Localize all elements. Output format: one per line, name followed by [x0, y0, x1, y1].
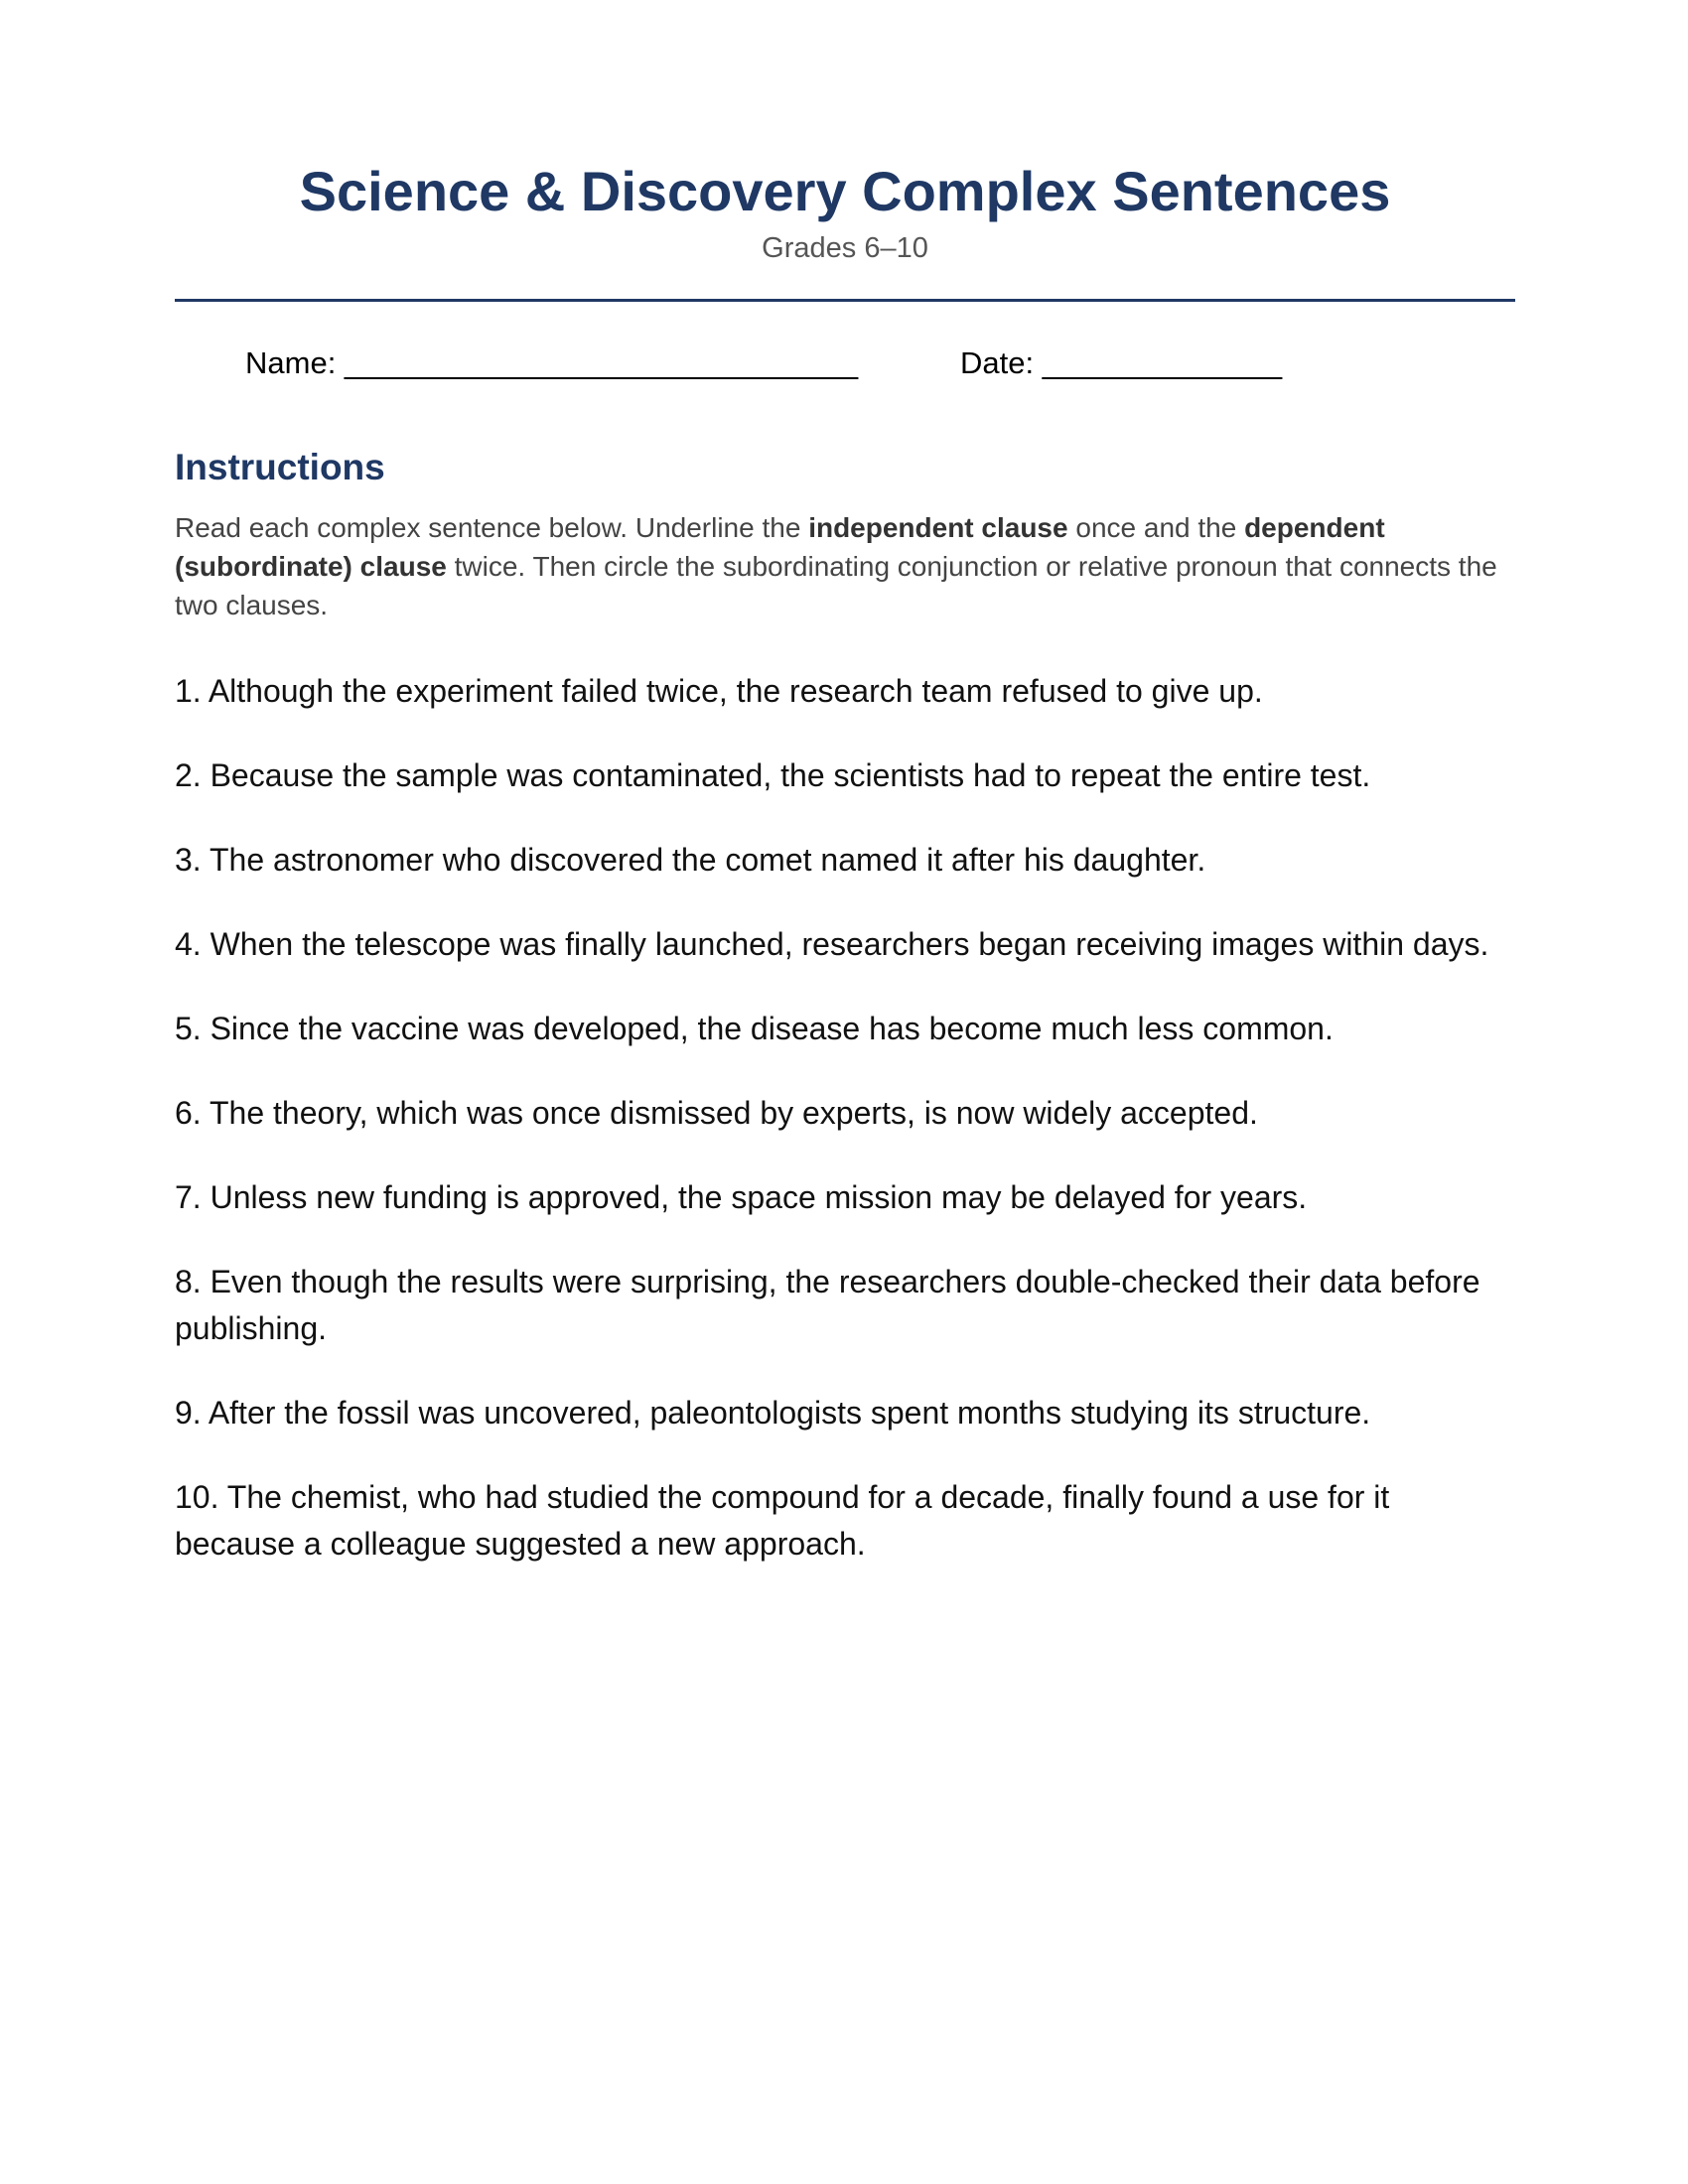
independent-clause-term: independent clause — [808, 512, 1068, 543]
sentence-item: 2. Because the sample was contaminated, the scientists had to repeat the entire test. — [175, 757, 1371, 793]
sentence-item: 10. The chemist, who had studied the compound for a decade, finally found a use for it because a colleague suggested a new approach. — [175, 1479, 1390, 1562]
name-field: Name: ______________________________ — [245, 345, 859, 380]
instructions-text-part: twice. Then circle the subordinating conjunction or relative pronoun that connects the two clauses. — [175, 551, 1497, 620]
date-field: Date: ______________ — [960, 345, 1283, 380]
sentence-item: 6. The theory, which was once dismissed by experts, is now widely accepted. — [175, 1095, 1258, 1131]
instructions-text-part: once and the — [1067, 512, 1245, 543]
sentence-item: 9. After the fossil was uncovered, paleontologists spent months studying its structure. — [175, 1395, 1371, 1431]
dependent-clause-term: dependent (subordinate) clause — [175, 512, 1385, 582]
instructions-text — [175, 508, 1515, 624]
sentence-item: 3. The astronomer who discovered the comet named it after his daughter. — [175, 842, 1206, 878]
sentence-item: 4. When the telescope was finally launched, researchers began receiving images within days. — [175, 926, 1489, 962]
sentence-item: 5. Since the vaccine was developed, the disease has become much less common. — [175, 1011, 1334, 1046]
sentence-item: 1. Although the experiment failed twice, the research team refused to give up. — [175, 673, 1263, 709]
instructions-text-part: Read each complex sentence below. Underline the — [175, 512, 809, 543]
sentence-list — [175, 668, 1515, 1605]
sentence-item: 8. Even though the results were surprising, the researchers double-checked their data before publishing. — [175, 1264, 1480, 1346]
page-title: Science & Discovery Complex Sentences — [299, 160, 1391, 222]
grade-level-subtitle: Grades 6–10 — [762, 232, 928, 264]
instructions-heading: Instructions — [175, 447, 385, 487]
header-divider — [175, 299, 1515, 302]
sentence-item: 7. Unless new funding is approved, the space mission may be delayed for years. — [175, 1179, 1308, 1215]
